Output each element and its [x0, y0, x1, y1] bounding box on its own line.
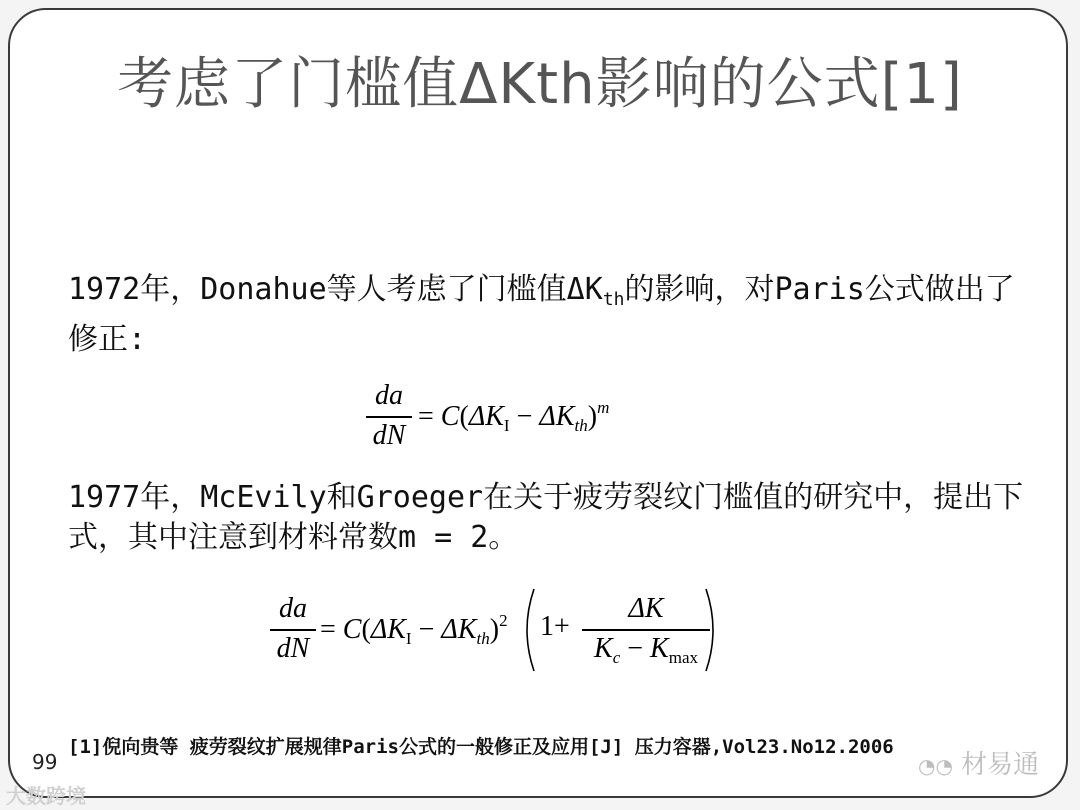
watermark-right: [918, 744, 1039, 781]
formula-1: [366, 380, 686, 452]
para1-subscript: th: [602, 289, 625, 310]
formula-2: [270, 585, 730, 675]
formula1-body: = $C(\Delta K_I - \Delta K_{th})^m$: [418, 398, 610, 435]
paragraph-1977: 1977年，McEvily和Groeger在关于疲劳裂纹门槛值的研究中，提出下式，其中注意到材料常数m = 2。: [68, 480, 1024, 555]
formula2-inner-denominator: $K_c - K_{max}$: [594, 633, 698, 667]
formula1-numerator: da: [375, 380, 403, 411]
formula2-denominator: dN: [276, 633, 310, 664]
reference-citation: [1]倪向贵等 疲劳裂纹扩展规律Paris公式的一般修正及应用[J] 压力容器,Vol23.No12.2006: [68, 736, 894, 758]
watermark-left: [6, 780, 86, 809]
para1-text-b: 的影响，对Paris公式做出了修正:: [68, 272, 1015, 357]
formula1-denominator: dN: [372, 420, 406, 451]
formula2-fraction: [270, 593, 316, 665]
formula2-inner-bar: [582, 629, 710, 631]
formula2-inner-fraction: [582, 593, 710, 669]
para1-text-a: 1972年，Donahue等人考虑了门槛值ΔK: [68, 272, 603, 307]
formula1-fraction-bar: [366, 416, 412, 418]
slide-title: 考虑了门槛值ΔKth影响的公式[1]: [117, 52, 963, 117]
watermark-left-text: 大数跨境: [6, 784, 86, 808]
formula2-numerator: da: [279, 593, 307, 624]
formula2-inner-numerator: ΔK: [628, 593, 664, 624]
page-number: 99: [32, 750, 58, 774]
formula2-fraction-bar: [270, 629, 316, 631]
wechat-icon: ◔◔: [918, 754, 953, 778]
paragraph-1972: [68, 270, 1028, 360]
formula2-one-plus: 1+: [540, 611, 570, 642]
formula1-fraction: [366, 380, 412, 452]
formula2-body: = $C(\Delta K_I - \Delta K_{th})^2$: [320, 611, 508, 648]
watermark-right-text: 材易通: [961, 750, 1040, 780]
